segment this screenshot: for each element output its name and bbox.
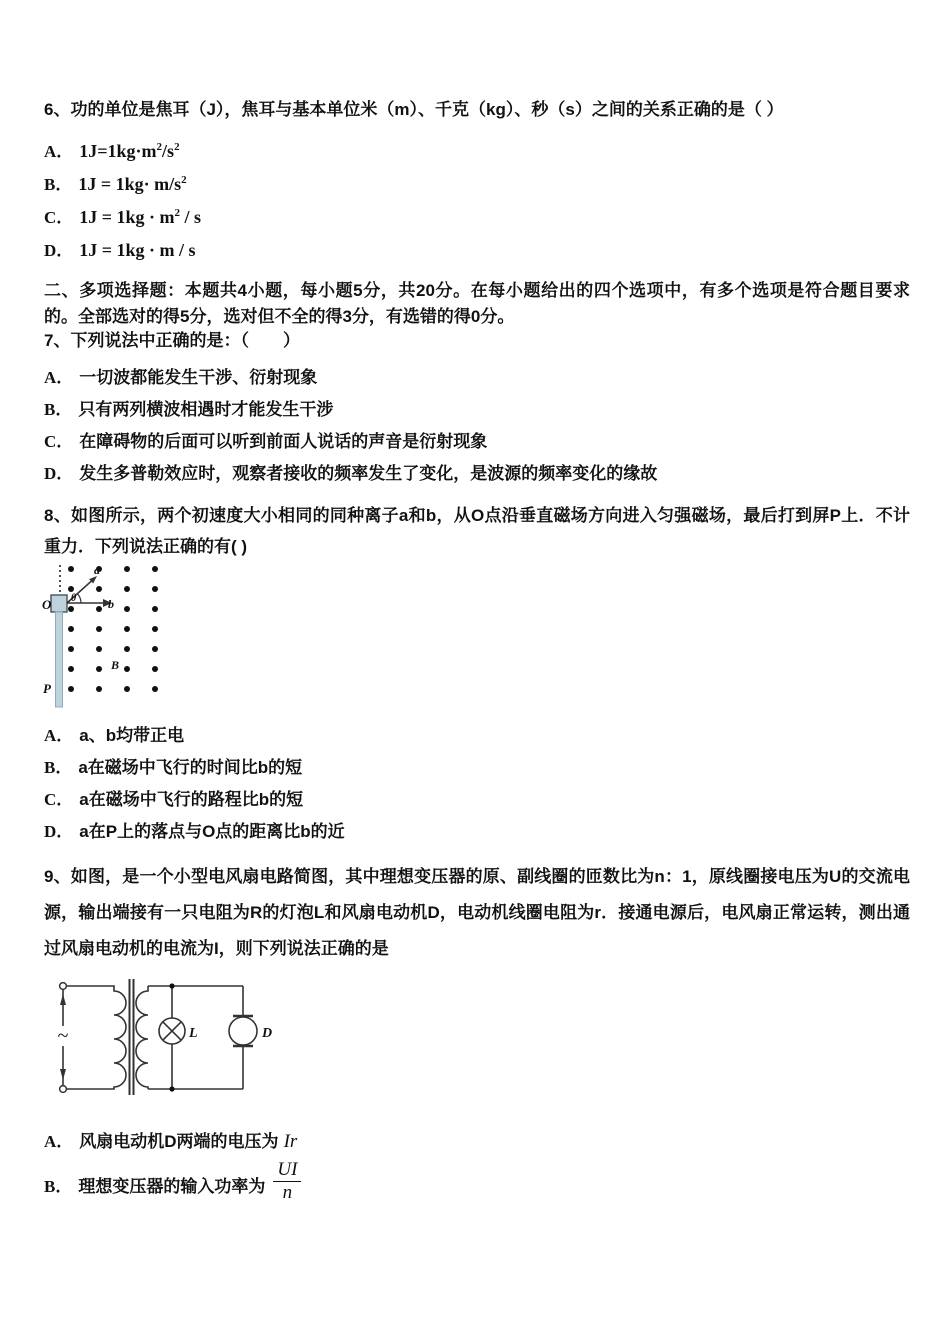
option-label: B． xyxy=(44,758,73,777)
field-dot xyxy=(152,646,158,652)
field-dot xyxy=(68,606,74,612)
q6-option-b xyxy=(44,174,910,195)
option-text: 风扇电动机D两端的电压为 xyxy=(79,1132,279,1151)
option-text: a在P上的落点与O点的距离比b的近 xyxy=(79,822,345,841)
terminal-bottom xyxy=(60,1086,67,1093)
fraction-ui-over-n xyxy=(273,1159,301,1204)
unit-expression: $1J=1kg\cdot m^2/s^2$ xyxy=(79,141,180,161)
label-theta: θ xyxy=(71,593,77,604)
option-label: C． xyxy=(44,208,74,227)
field-dot xyxy=(124,626,130,632)
option-label: D． xyxy=(44,464,74,483)
label-a: a xyxy=(94,563,100,577)
field-dot xyxy=(96,606,102,612)
option-label: D． xyxy=(44,241,74,260)
option-label: A． xyxy=(44,1132,74,1151)
field-dot xyxy=(96,686,102,692)
q6-option-a xyxy=(44,141,910,162)
angle-arc xyxy=(77,594,81,603)
option-text: B． 理想变压器的输入功率为 xyxy=(44,1176,266,1196)
q7-option-a xyxy=(44,368,910,388)
label-b: b xyxy=(108,597,114,611)
question-9-stem: 9、如图，是一个小型电风扇电路简图，其中理想变压器的原、副线圈的匝数比为n：1，原线圈接电压为U的交流电源，输出端接有一只电阻为R的灯泡L和风扇电动机D，电动机线圈电阻为r．接通电源后，电风扇正常运转，测出通过风扇电动机的电流为I，则下列说法正确的是 xyxy=(44,867,910,958)
field-dot xyxy=(152,626,158,632)
fraction-denominator: n xyxy=(282,1182,293,1203)
field-dot xyxy=(124,686,130,692)
field-dot xyxy=(96,646,102,652)
field-dot xyxy=(68,626,74,632)
motor-icon xyxy=(229,1017,257,1045)
q7-option-b xyxy=(44,400,910,420)
source-arrow-up xyxy=(60,994,66,1005)
field-dot xyxy=(68,666,74,672)
option-label: C． xyxy=(44,432,74,451)
field-dot xyxy=(124,666,130,672)
field-dot xyxy=(124,646,130,652)
option-text: a在磁场中飞行的时间比b的短 xyxy=(78,758,303,777)
q7-option-c xyxy=(44,432,910,452)
option-text: 在障碍物的后面可以听到前面人说话的声音是衍射现象 xyxy=(79,432,488,451)
exam-content xyxy=(44,100,910,1204)
question-7-stem: 7、下列说法中正确的是：（ ） xyxy=(44,331,300,350)
unit-expression: $1J = 1kg \cdot m^2 / s$ xyxy=(79,207,202,227)
option-label: B． xyxy=(44,175,73,194)
q8-magnetic-field-diagram xyxy=(42,562,272,710)
q8-option-b xyxy=(44,758,910,778)
field-dot xyxy=(152,666,158,672)
section-2-instructions: 二、多项选择题：本题共4小题，每小题5分，共20分。在每小题给出的四个选项中，有多个选项是符合题目要求的。全部选对的得5分，选对但不全的得3分，有选错的得0分。 xyxy=(44,281,910,326)
option-label: A． xyxy=(44,368,74,387)
question-6-stem: 6、功的单位是焦耳（J），焦耳与基本单位米（m）、千克（kg）、秒（s）之间的关系正确的是（ ） xyxy=(44,100,784,119)
option-label: C． xyxy=(44,790,74,809)
screen-bar xyxy=(56,612,63,707)
option-text: a在磁场中飞行的路程比b的短 xyxy=(79,790,304,809)
q6-option-d xyxy=(44,240,910,261)
option-text: 发生多普勒效应时，观察者接收的频率发生了变化，是波源的频率变化的缘故 xyxy=(79,464,658,483)
q8-option-a xyxy=(44,726,910,746)
field-dot xyxy=(68,586,74,592)
field-dot xyxy=(152,606,158,612)
label-o: O xyxy=(42,597,52,612)
q7-option-d xyxy=(44,464,910,484)
field-dot xyxy=(152,566,158,572)
primary-coil xyxy=(66,986,126,1089)
field-dot xyxy=(68,686,74,692)
unit-expression: $1J = 1kg\cdot m/s^2$ xyxy=(78,174,187,194)
field-dot-grid xyxy=(68,566,158,692)
q8-option-d xyxy=(44,822,910,842)
label-field-b: B xyxy=(111,658,120,672)
fraction-numerator: UI xyxy=(273,1159,301,1182)
lamp-label: L xyxy=(189,1026,198,1041)
junction-dot-bottom xyxy=(169,1086,174,1091)
q8-option-c xyxy=(44,790,910,810)
question-6-options xyxy=(44,141,910,261)
math-expression-ir: Ir xyxy=(283,1131,298,1152)
option-label: A． xyxy=(44,726,74,745)
q9-option-b xyxy=(44,1159,910,1204)
question-7-options xyxy=(44,368,910,484)
secondary-coil xyxy=(136,986,148,1089)
option-text: 一切波都能发生干涉、衍射现象 xyxy=(79,368,318,387)
field-dot xyxy=(96,666,102,672)
option-label: B． xyxy=(44,400,73,419)
label-p: P xyxy=(43,681,51,696)
option-label: A． xyxy=(44,142,74,161)
field-dot xyxy=(96,626,102,632)
motor-label: D xyxy=(262,1026,273,1041)
option-text: 只有两列横波相遇时才能发生干涉 xyxy=(78,400,334,419)
ac-symbol: ~ xyxy=(57,1025,69,1047)
q9-transformer-circuit-diagram xyxy=(56,979,286,1099)
unit-expression: 1J = 1kg · m / s xyxy=(79,240,196,260)
option-label: D． xyxy=(44,822,74,841)
field-dot xyxy=(124,586,130,592)
junction-dot-top xyxy=(169,983,174,988)
question-8-options xyxy=(44,726,910,842)
field-dot xyxy=(96,586,102,592)
source-arrow-down xyxy=(60,1069,66,1080)
field-dot xyxy=(124,606,130,612)
terminal-top xyxy=(60,983,67,990)
option-label: B． xyxy=(44,1176,73,1196)
q9-option-a xyxy=(44,1132,910,1152)
q6-option-c xyxy=(44,207,910,228)
field-dot xyxy=(68,566,74,572)
entry-box xyxy=(51,595,67,612)
field-dot xyxy=(68,646,74,652)
option-text: a、b均带正电 xyxy=(79,726,185,745)
question-8-stem: 8、如图所示，两个初速度大小相同的同种离子a和b，从O点沿垂直磁场方向进入匀强磁场，最后打到屏P上．不计重力．下列说法正确的有( ) xyxy=(44,506,910,556)
field-dot xyxy=(152,686,158,692)
field-dot xyxy=(152,586,158,592)
field-dot xyxy=(124,566,130,572)
